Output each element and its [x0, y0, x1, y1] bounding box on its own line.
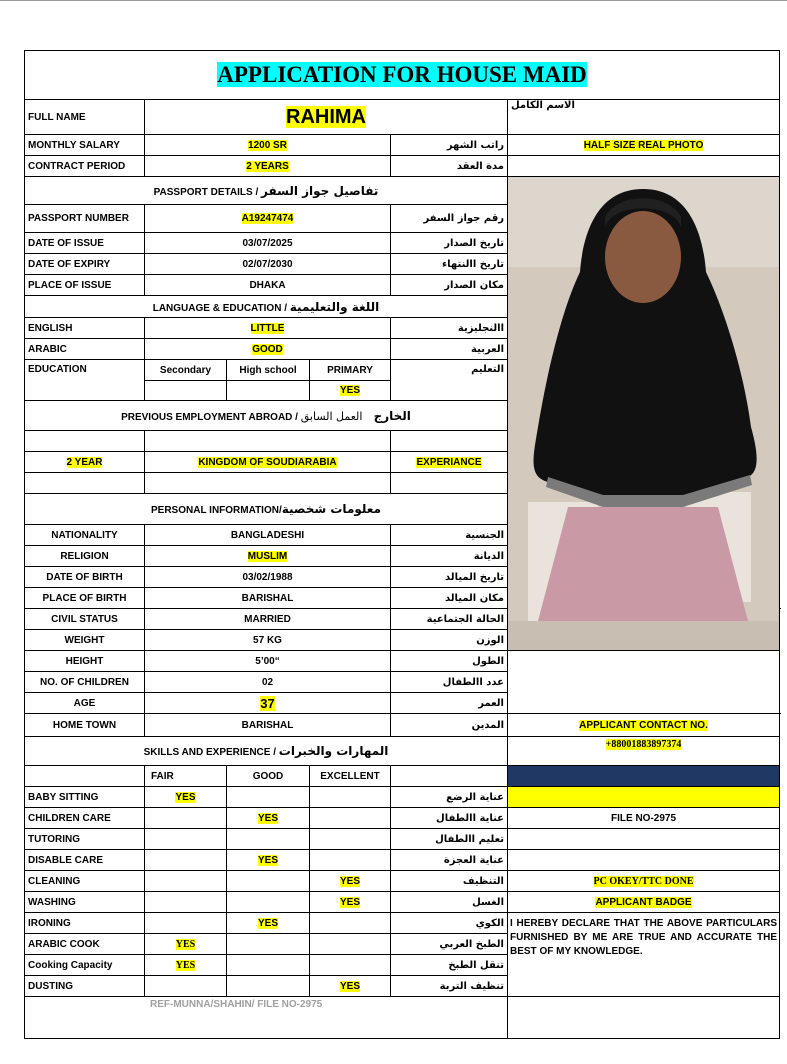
- skill-mark-fair: [145, 871, 227, 892]
- passport-heading-en: PASSPORT DETAILS /: [153, 186, 259, 198]
- arabic-label: ARABIC: [25, 339, 145, 360]
- skill-mark-fair: [145, 892, 227, 913]
- contact-label-cell: [508, 714, 780, 737]
- arabic-cell: [145, 339, 391, 360]
- skill-row-label: WASHING: [25, 892, 145, 913]
- skill-mark: YES: [175, 791, 196, 803]
- skill-mark-excellent: [310, 787, 391, 808]
- contact-label: APPLICANT CONTACT NO.: [579, 719, 708, 731]
- skill-mark-good: [227, 871, 310, 892]
- salary-value: 1200 SR: [248, 139, 287, 151]
- skill-row-ar: تنظيف التربة: [391, 976, 508, 997]
- religion-value: MUSLIM: [247, 550, 288, 562]
- weight-label: WEIGHT: [25, 630, 145, 651]
- employment-blank-1b: [145, 431, 391, 452]
- skill-row-label: CHILDREN CARE: [25, 808, 145, 829]
- skills-heading-en: SKILLS AND EXPERIENCE /: [143, 747, 277, 758]
- skill-row-label: BABY SITTING: [25, 787, 145, 808]
- contact-number: +88001883897374: [605, 739, 682, 750]
- employment-heading-en: PREVIOUS EMPLOYMENT ABROAD /: [121, 411, 298, 423]
- skills-heading-ar: المهارات والخبرات: [278, 744, 389, 758]
- skill-row-ar: تعليم االطفال: [391, 829, 508, 850]
- employment-heading-ar2: العمل السابق: [300, 409, 363, 423]
- english-cell: [145, 318, 391, 339]
- period-label: CONTRACT PERIOD: [25, 156, 145, 177]
- english-ar: االنجليزية: [391, 318, 508, 339]
- salary-cell: [145, 135, 391, 156]
- full-name-cell: [145, 100, 508, 135]
- nationality-value: BANGLADESHI: [145, 525, 391, 546]
- page-top-rule: [0, 0, 787, 1]
- personal-heading: [25, 494, 508, 525]
- skill-mark-excellent: [310, 808, 391, 829]
- full-name-ar-text: الاسم الكامل: [511, 100, 575, 111]
- skills-heading: [25, 737, 508, 766]
- salary-label: MONTHLY SALARY: [25, 135, 145, 156]
- side-blank-2: [508, 850, 780, 871]
- weight-value: 57 KG: [145, 630, 391, 651]
- personal-heading-ar: معلومات شخصية: [281, 502, 381, 516]
- period-value: 2 YEARS: [246, 160, 289, 172]
- skill-row-label: ARABIC COOK: [25, 934, 145, 955]
- photo-label-cell: [508, 135, 780, 156]
- passport-number-value: A19247474: [241, 213, 294, 224]
- issue-place-value: DHAKA: [145, 275, 391, 296]
- footer-side-blank: [508, 997, 780, 1039]
- file-number: FILE NO-2975: [508, 808, 780, 829]
- skill-mark-excellent: [310, 850, 391, 871]
- full-name-label: FULL NAME: [25, 100, 145, 135]
- skill-mark-fair: [145, 955, 227, 976]
- age-value: 37: [260, 695, 275, 711]
- education-label: EDUCATION: [25, 360, 145, 401]
- employment-heading: [25, 401, 508, 431]
- form-table: [24, 50, 780, 1039]
- skill-mark: YES: [339, 875, 360, 887]
- skill-mark: YES: [175, 938, 196, 950]
- language-heading-en: LANGUAGE & EDUCATION /: [152, 302, 287, 314]
- children-ar: عدد االطفال: [391, 672, 508, 693]
- issue-date-value: 03/07/2025: [145, 233, 391, 254]
- applicant-badge: APPLICANT BADGE: [595, 896, 692, 908]
- skill-mark-good: [227, 913, 310, 934]
- skill-row-ar: تنقل الطبخ: [391, 955, 508, 976]
- navy-bar: [508, 766, 780, 787]
- skill-mark-excellent: [310, 955, 391, 976]
- skill-row-label: CLEANING: [25, 871, 145, 892]
- period-cell: [145, 156, 391, 177]
- passport-number-cell: [145, 205, 391, 233]
- skill-level-fair: FAIR: [145, 766, 227, 787]
- age-ar: العمر: [391, 693, 508, 714]
- civil-status-ar: الحالة الجتماعية: [391, 609, 508, 630]
- education-primary-mark: YES: [339, 385, 360, 396]
- skill-mark-excellent: [310, 976, 391, 997]
- height-value: 5’00“: [145, 651, 391, 672]
- skill-mark-fair: [145, 934, 227, 955]
- skill-row-ar: الكوي: [391, 913, 508, 934]
- yellow-bar: [508, 787, 780, 808]
- skill-mark: YES: [257, 812, 278, 824]
- education-primary: PRIMARY: [310, 360, 391, 381]
- skills-level-blank: [25, 766, 145, 787]
- skill-row-label: Cooking Capacity: [25, 955, 145, 976]
- skill-mark-good: [227, 808, 310, 829]
- skill-mark-fair: [145, 787, 227, 808]
- skill-mark-fair: [145, 976, 227, 997]
- english-label: ENGLISH: [25, 318, 145, 339]
- declaration: I HEREBY DECLARE THAT THE ABOVE PARTICULARS FURNISHED BY ME ARE TRUE AND ACCURATE THE BEST OF MY KNOWLEDGE.: [508, 913, 780, 997]
- children-value: 02: [145, 672, 391, 693]
- skill-mark: YES: [257, 854, 278, 866]
- birth-date-value: 03/02/1988: [145, 567, 391, 588]
- applicant-photo-frame: [508, 177, 779, 650]
- skill-row-ar: عناية العجزة: [391, 850, 508, 871]
- skill-mark-fair: [145, 808, 227, 829]
- home-town-value: BARISHAL: [145, 714, 391, 737]
- skills-level-ar-blank: [391, 766, 508, 787]
- skill-row-ar: عناية االطفال: [391, 808, 508, 829]
- person-photo-icon: [508, 177, 778, 621]
- skill-mark: YES: [257, 917, 278, 929]
- skill-row-ar: الغسل: [391, 892, 508, 913]
- skill-mark-good: [227, 934, 310, 955]
- arabic-value: GOOD: [252, 343, 283, 355]
- birth-date-label: DATE OF BIRTH: [25, 567, 145, 588]
- nationality-ar: الجنسية: [391, 525, 508, 546]
- pc-status-cell: [508, 871, 780, 892]
- applicant-photo: [508, 177, 780, 651]
- education-high-school: High school: [227, 360, 310, 381]
- skill-mark: YES: [175, 959, 196, 971]
- employment-blank-2c: [391, 473, 508, 494]
- age-label: AGE: [25, 693, 145, 714]
- full-name-ar: [508, 100, 780, 135]
- side-blank-1: [508, 829, 780, 850]
- skill-mark-fair: [145, 913, 227, 934]
- reference-footer: REF-MUNNA/SHAHIN/ FILE NO-2975: [25, 997, 508, 1039]
- expiry-date-label: DATE OF EXPIRY: [25, 254, 145, 275]
- employment-blank-1a: [25, 431, 145, 452]
- height-ar: الطول: [391, 651, 508, 672]
- skill-mark: YES: [339, 980, 360, 992]
- civil-status-label: CIVIL STATUS: [25, 609, 145, 630]
- skill-mark-good: [227, 976, 310, 997]
- education-ar: التعليم: [391, 360, 508, 401]
- passport-number-label: PASSPORT NUMBER: [25, 205, 145, 233]
- expiry-date-value: 02/07/2030: [145, 254, 391, 275]
- skill-mark-good: [227, 892, 310, 913]
- english-value: LITTLE: [250, 322, 285, 334]
- skill-level-excellent: EXCELLENT: [310, 766, 391, 787]
- weight-ar: الوزن: [391, 630, 508, 651]
- skill-row-ar: عناية الرضع: [391, 787, 508, 808]
- nationality-label: NATIONALITY: [25, 525, 145, 546]
- birth-place-label: PLACE OF BIRTH: [25, 588, 145, 609]
- photo-label: HALF SIZE REAL PHOTO: [583, 139, 704, 151]
- employment-years-cell: [25, 452, 145, 473]
- skill-mark-fair: [145, 850, 227, 871]
- personal-heading-en: PERSONAL INFORMATION/: [151, 505, 282, 516]
- birth-date-ar: تاريخ الميالد: [391, 567, 508, 588]
- pc-status: PC OKEY/TTC DONE: [593, 875, 694, 887]
- skill-mark-excellent: [310, 934, 391, 955]
- birth-place-value: BARISHAL: [145, 588, 391, 609]
- age-cell: [145, 693, 391, 714]
- issue-date-label: DATE OF ISSUE: [25, 233, 145, 254]
- contact-number-cell: [508, 737, 780, 766]
- language-heading-ar: اللغة والتعليمية: [289, 299, 380, 314]
- application-form: [24, 50, 777, 1050]
- skill-mark-excellent: [310, 871, 391, 892]
- employment-type-cell: [391, 452, 508, 473]
- skill-mark-good: [227, 955, 310, 976]
- employment-heading-ar: الخارج: [373, 408, 411, 423]
- skill-mark-good: [227, 829, 310, 850]
- employment-country: KINGDOM OF SOUDIARABIA: [198, 456, 337, 468]
- religion-ar: الديانة: [391, 546, 508, 567]
- skill-row-label: DUSTING: [25, 976, 145, 997]
- badge-cell: [508, 892, 780, 913]
- skill-row-label: TUTORING: [25, 829, 145, 850]
- skill-row-label: DISABLE CARE: [25, 850, 145, 871]
- home-town-label: HOME TOWN: [25, 714, 145, 737]
- passport-heading-ar: تفاصيل جواز السفر: [261, 183, 379, 198]
- education-high-school-mark: [227, 381, 310, 401]
- skill-row-label: IRONING: [25, 913, 145, 934]
- skill-row-ar: الطبخ العربي: [391, 934, 508, 955]
- employment-years: 2 YEAR: [66, 456, 103, 468]
- employment-blank-1c: [391, 431, 508, 452]
- employment-blank-2b: [145, 473, 391, 494]
- salary-ar: راتب الشهر: [391, 135, 508, 156]
- full-name-value: RAHIMA: [286, 105, 366, 128]
- skill-mark-fair: [145, 829, 227, 850]
- skill-mark-excellent: [310, 829, 391, 850]
- period-ar: مدة العقد: [391, 156, 508, 177]
- skill-level-good: GOOD: [227, 766, 310, 787]
- education-primary-mark-cell: [310, 381, 391, 401]
- passport-number-ar: رقم جواز السفر: [391, 205, 508, 233]
- language-heading: [25, 296, 508, 318]
- form-title: APPLICATION FOR HOUSE MAID: [217, 62, 587, 87]
- issue-place-ar: مكان الصدار: [391, 275, 508, 296]
- issue-date-ar: تاريخ الصدار: [391, 233, 508, 254]
- employment-blank-2a: [25, 473, 145, 494]
- expiry-date-ar: تاريخ االنتهاء: [391, 254, 508, 275]
- education-secondary: Secondary: [145, 360, 227, 381]
- skill-mark: YES: [339, 896, 360, 908]
- religion-label: RELIGION: [25, 546, 145, 567]
- arabic-ar: العربية: [391, 339, 508, 360]
- height-label: HEIGHT: [25, 651, 145, 672]
- skill-mark-good: [227, 787, 310, 808]
- issue-place-label: PLACE OF ISSUE: [25, 275, 145, 296]
- religion-cell: [145, 546, 391, 567]
- education-secondary-mark: [145, 381, 227, 401]
- employment-country-cell: [145, 452, 391, 473]
- employment-type: EXPERIANCE: [416, 456, 482, 468]
- children-label: NO. OF CHILDREN: [25, 672, 145, 693]
- passport-heading: [25, 177, 508, 205]
- skill-mark-excellent: [310, 892, 391, 913]
- home-town-ar: المدين: [391, 714, 508, 737]
- civil-status-value: MARRIED: [145, 609, 391, 630]
- skill-mark-excellent: [310, 913, 391, 934]
- title-cell: [25, 51, 780, 100]
- skill-mark-good: [227, 850, 310, 871]
- skill-row-ar: التنظيف: [391, 871, 508, 892]
- birth-place-ar: مكان الميالد: [391, 588, 508, 609]
- photo-label-spacer: [508, 156, 780, 177]
